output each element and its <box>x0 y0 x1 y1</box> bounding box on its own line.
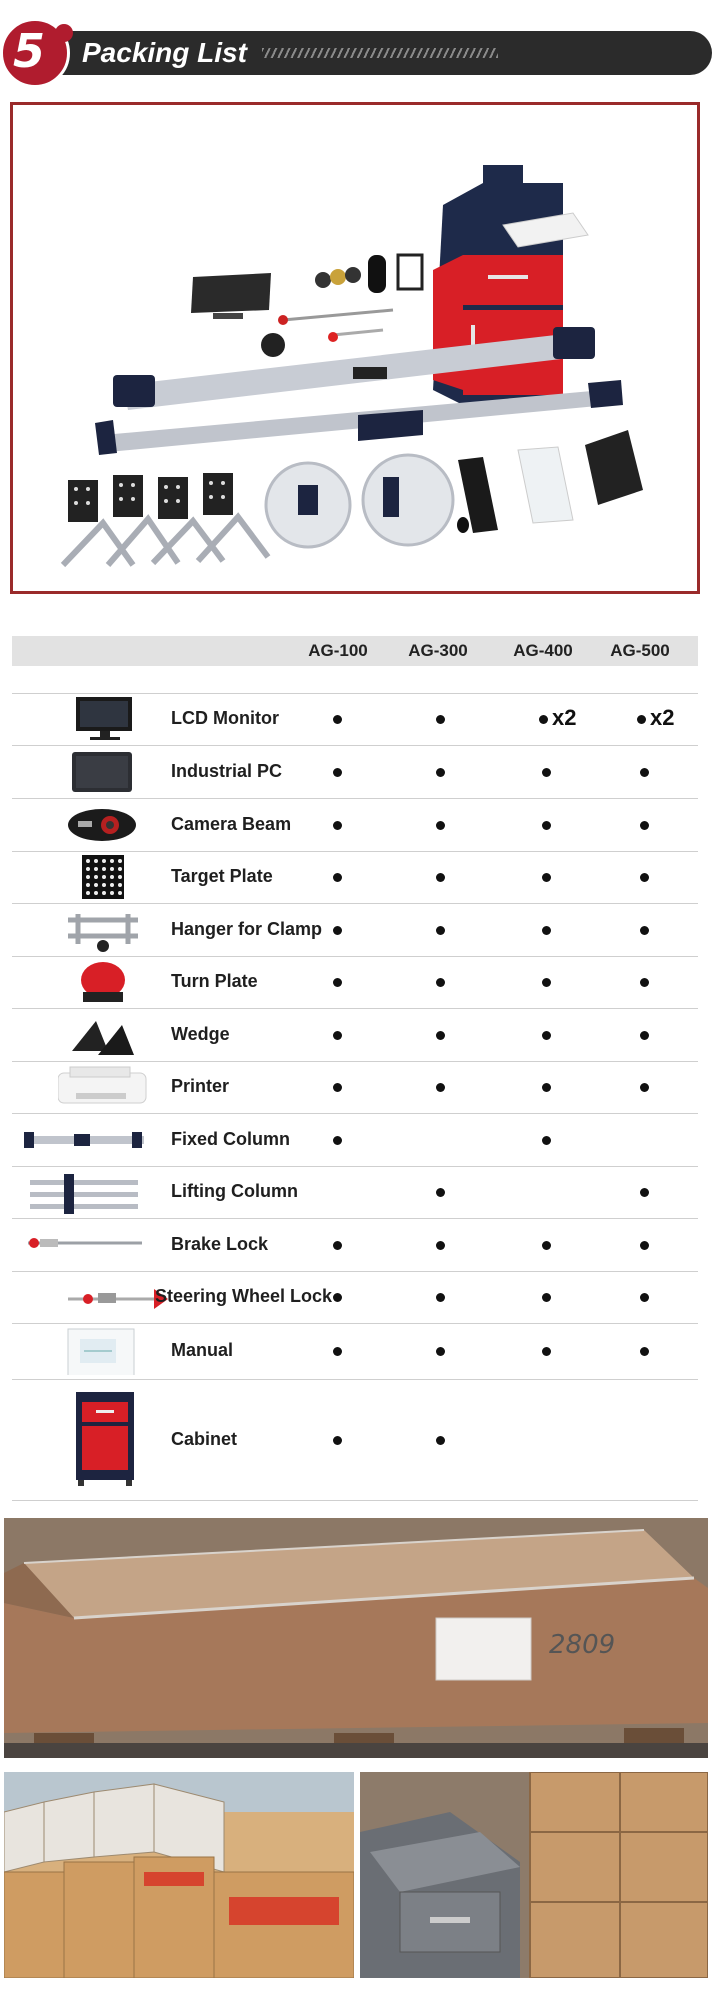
product-illustration <box>13 105 697 591</box>
included-mark <box>542 1136 551 1145</box>
included-mark <box>333 1347 342 1356</box>
row-label: Steering Wheel Lock <box>155 1286 333 1306</box>
included-mark <box>542 978 551 987</box>
row-label: LCD Monitor <box>171 708 279 728</box>
target-plate-icon <box>58 853 170 901</box>
included-mark <box>333 926 342 935</box>
cabinet-crates-photo <box>360 1772 708 1978</box>
included-mark <box>333 1293 342 1302</box>
row-label: Hanger for Clamp <box>171 918 323 939</box>
included-mark <box>640 1083 649 1092</box>
model-header-ag100: AG-100 <box>308 641 368 660</box>
row-label: Brake Lock <box>171 1233 269 1254</box>
included-mark <box>333 1031 342 1040</box>
included-mark <box>542 1347 551 1356</box>
section-title: Packing List <box>82 37 247 68</box>
included-mark <box>436 978 445 987</box>
included-mark <box>436 873 445 882</box>
included-mark <box>640 768 649 777</box>
included-mark <box>333 1083 342 1092</box>
included-mark <box>436 715 445 724</box>
included-mark <box>333 1136 342 1145</box>
turn-plates-illustration <box>266 455 453 547</box>
included-mark <box>333 821 342 830</box>
row-label: Lifting Column <box>171 1181 298 1201</box>
wooden-crate-photo <box>4 1518 708 1758</box>
included-mark <box>640 821 649 830</box>
header-hatch-decoration <box>262 48 498 58</box>
row-divider <box>12 1166 698 1167</box>
row-divider <box>12 693 698 694</box>
row-label: Industrial PC <box>171 760 283 781</box>
row-divider <box>12 903 698 904</box>
fixed-column-icon <box>24 1116 136 1164</box>
included-mark <box>640 978 649 987</box>
included-mark <box>640 926 649 935</box>
model-header-ag500: AG-500 <box>610 641 670 660</box>
boxes-illustration <box>4 1772 354 1978</box>
included-mark <box>542 768 551 777</box>
row-label: Wedge <box>171 1023 230 1044</box>
included-mark <box>542 1241 551 1250</box>
included-mark <box>333 1436 342 1445</box>
included-mark <box>436 768 445 777</box>
row-divider <box>12 956 698 957</box>
included-mark <box>539 715 548 724</box>
included-mark <box>640 1188 649 1197</box>
row-divider <box>12 1500 698 1501</box>
included-mark <box>333 873 342 882</box>
crate-handwriting: 2809 <box>549 1630 616 1660</box>
included-mark <box>640 1031 649 1040</box>
included-mark <box>436 1293 445 1302</box>
lifting-column-icon <box>24 1168 136 1216</box>
row-divider <box>12 1218 698 1219</box>
included-mark <box>436 926 445 935</box>
included-mark <box>436 821 445 830</box>
row-label: Cabinet <box>171 1428 238 1449</box>
included-mark <box>542 821 551 830</box>
product-photo <box>10 102 700 594</box>
included-mark <box>436 1436 445 1445</box>
included-mark <box>333 768 342 777</box>
included-mark <box>637 715 646 724</box>
wedge-icon <box>58 1011 170 1059</box>
section-header <box>0 18 714 88</box>
camera-beam-icon <box>58 801 170 849</box>
monitor-illustration <box>191 273 271 319</box>
row-divider <box>12 798 698 799</box>
included-mark <box>436 1241 445 1250</box>
target-plates-illustration <box>63 473 268 565</box>
included-mark <box>436 1347 445 1356</box>
included-mark <box>436 1031 445 1040</box>
clamp-hanger-icon <box>58 906 170 954</box>
included-mark <box>640 1347 649 1356</box>
included-mark <box>333 715 342 724</box>
included-mark <box>542 1083 551 1092</box>
included-mark <box>542 926 551 935</box>
included-mark <box>640 1293 649 1302</box>
included-mark <box>640 1241 649 1250</box>
included-mark <box>436 1083 445 1092</box>
row-label: Camera Beam <box>171 813 292 834</box>
included-mark <box>436 1188 445 1197</box>
included-mark <box>333 978 342 987</box>
crate-illustration <box>4 1518 708 1758</box>
included-mark <box>640 873 649 882</box>
included-mark <box>542 873 551 882</box>
row-divider <box>12 1008 698 1009</box>
row-divider <box>12 1323 698 1324</box>
included-mark <box>333 1241 342 1250</box>
boxed-parts-photo <box>4 1772 354 1978</box>
row-divider <box>12 1271 698 1272</box>
printer-icon <box>58 1063 170 1111</box>
peripherals-illustration <box>457 430 643 533</box>
row-divider <box>12 1061 698 1062</box>
cabinet-icon <box>58 1392 170 1488</box>
industrial-pc-icon <box>58 748 170 796</box>
manual-icon <box>58 1327 170 1375</box>
row-label: Manual <box>171 1340 234 1360</box>
row-label: Turn Plate <box>171 971 258 991</box>
model-header-ag300: AG-300 <box>408 641 468 660</box>
lcd-monitor-icon <box>58 695 170 743</box>
quantity-x2-label: x2 <box>552 705 577 730</box>
included-mark <box>542 1293 551 1302</box>
row-divider <box>12 1113 698 1114</box>
brake-lock-icon <box>24 1221 136 1269</box>
accessories-illustration <box>261 255 422 357</box>
steering-wheel-lock-icon <box>58 1273 170 1321</box>
quantity-x2-label: x2 <box>650 705 675 730</box>
row-label: Target Plate <box>171 866 273 886</box>
row-divider <box>12 1379 698 1380</box>
model-header-ag400: AG-400 <box>513 641 573 660</box>
row-label: Printer <box>171 1076 230 1096</box>
included-mark <box>542 1031 551 1040</box>
row-divider <box>12 851 698 852</box>
section-number: 5 <box>12 24 45 78</box>
turn-plate-icon <box>58 958 170 1006</box>
row-divider <box>12 745 698 746</box>
cabinet-crates-illustration <box>360 1772 708 1978</box>
row-label: Fixed Column <box>171 1128 291 1149</box>
